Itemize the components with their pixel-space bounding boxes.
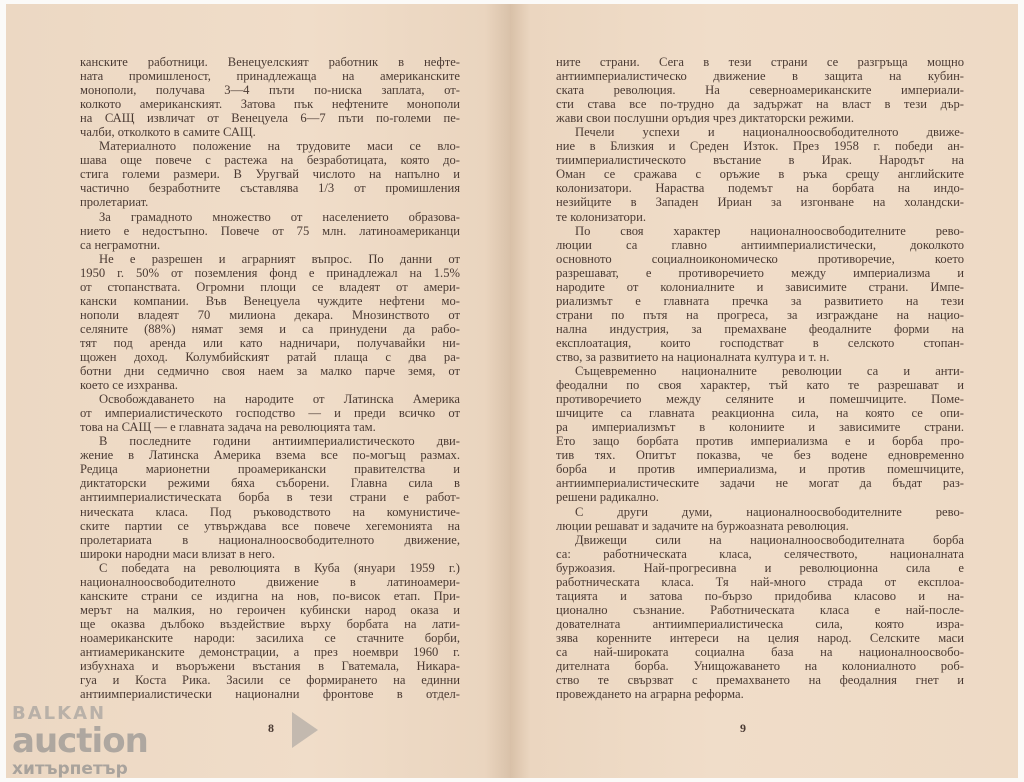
text-line: чалби, отколкото в самите САЩ.: [80, 125, 256, 140]
text-line: кански компании. Във Венецуела чуждите нефтени мо-: [80, 293, 460, 308]
text-line: Материалното положение на трудовите маси се вло-: [99, 139, 460, 154]
text-line: антиимпериалистическите задачи не могат да бъдат раз-: [556, 476, 964, 491]
text-line: тят под аренда или като надничари, получавайки ни-: [80, 335, 460, 350]
text-line: пролетариат.: [80, 195, 149, 210]
text-line: За грамадното множество от населението образова-: [99, 209, 460, 224]
text-line: тив тях. Опитът показва, че без водене едновременно: [556, 448, 964, 463]
right-page: [510, 4, 1018, 778]
text-line: 1950 г. 50% от поземления фонд е принадлежал на 1.5%: [80, 265, 460, 280]
text-line: което се изхранва.: [80, 378, 178, 393]
text-line: Освобождаването на народите от Латинска Америка: [99, 392, 460, 407]
paragraph: [556, 55, 964, 125]
text-line: тацията и затова по-бързо придобива класово и на-: [556, 588, 964, 603]
text-line: С победата на революцията в Куба (януари 1959 г.): [99, 560, 460, 575]
text-line: дователната антиимпериалистическа сила, която изра-: [556, 616, 964, 631]
text-line: жение в Латинска Америка взема все по-могъщ размах.: [80, 448, 460, 463]
paragraph: [556, 125, 964, 223]
left-page: [6, 4, 510, 778]
text-line: феодални по своя характер, тъй като те разрешават и: [556, 378, 964, 393]
text-line: антиимпериалистическата борба в тези страни е работ-: [80, 490, 460, 505]
left-page-text: [80, 55, 460, 701]
text-line: С други думи, националноосвободителните рево-: [575, 504, 964, 519]
text-line: диктаторски режими бяха съборени. Главна сила в: [80, 476, 460, 491]
text-line: По своя характер националноосвободителните рево-: [575, 223, 964, 238]
text-line: националноосвободителното движение в латиноамери-: [80, 574, 460, 589]
watermark-arrow-icon: [292, 712, 318, 748]
text-line: сти става все по-трудно да задържат на власт в тези дър-: [556, 97, 964, 112]
paragraph: [80, 561, 460, 701]
text-line: основното социалноикономическо противоречие, което: [556, 251, 964, 266]
text-line: буржоазия. Най-прогресивна и революционна сила е: [556, 560, 964, 575]
paragraph: [556, 533, 964, 702]
paragraph: [80, 210, 460, 252]
text-line: ще оказва дълбоко въздействие върху борбата на лати-: [80, 616, 460, 631]
text-line: ство, за развитието на националната култура и т. н.: [556, 349, 830, 364]
text-line: колонизатори. Нараства подемът на борбата на индо-: [556, 181, 964, 196]
paragraph: [80, 434, 460, 560]
text-line: това на САЩ — е главната задача на революцията там.: [80, 420, 376, 435]
text-line: риализмът е главната пречка за развитието на тези: [556, 293, 964, 308]
text-line: гуа и Коста Рика. Засили се формирането на единни: [80, 673, 460, 688]
text-line: ноамериканските народи: засилиха се стачните борби,: [80, 630, 460, 645]
text-line: стига големи размери. В Уругвай числото на напълно и: [80, 167, 460, 182]
text-line: Редица марионетни проамерикански правителства и: [80, 462, 460, 477]
text-line: страни по пътя на прогреса, за изграждане на нацио-: [556, 307, 964, 322]
watermark-site: хитърпетър: [12, 759, 128, 779]
text-line: са най-широката социална база на националноосвобо-: [556, 644, 964, 659]
text-line: селяните (88%) нямат земя и са принудени да рабо-: [80, 321, 460, 336]
text-line: монополи, получава 3—4 пъти по-ниска заплата, от-: [80, 83, 460, 98]
text-line: нието е недостъпно. Повече от 75 млн. латиноамериканци: [80, 223, 460, 238]
text-line: зява коренните интереси на целия народ. Селските маси: [556, 630, 964, 645]
text-line: избухнаха и въоръжени въстания в Гватемала, Никара-: [80, 659, 460, 674]
text-line: работническата класа. Тя най-много страда от експлоа-: [556, 574, 964, 589]
text-line: ние в Близкия и Среден Изток. През 1958 г. победи ан-: [556, 139, 964, 154]
paragraph: [80, 139, 460, 209]
text-line: шава още повече с растежа на безработицата, която до-: [80, 153, 460, 168]
text-line: Оман се сражава с оръжие в ръка срещу английските: [556, 167, 964, 182]
text-line: канските работници. Венецуелският работник в нефте-: [80, 55, 460, 69]
text-line: от империалистическото господство — и преди всичко от: [80, 406, 460, 421]
text-line: люции решават и задачите на буржоазната революция.: [556, 518, 849, 533]
paragraph: [80, 252, 460, 392]
page-number: 9: [740, 721, 746, 735]
text-line: провеждането на аграрна реформа.: [556, 687, 744, 702]
text-line: са: работническата класа, селячеството, националната: [556, 546, 964, 561]
text-line: ните страни. Сега в тези страни се разгръща мощно: [556, 55, 964, 69]
text-line: ническата класа. Под ръководството на комунистиче-: [80, 504, 460, 519]
text-line: ната промишленост, принадлежаща на американските: [80, 69, 460, 84]
text-line: частично безработните съставлява 1/3 от промишления: [80, 181, 460, 196]
watermark-auction: auction: [12, 721, 148, 761]
text-line: люции са главно антиимпериалистически, доколкото: [556, 237, 964, 252]
text-line: Ето защо борбата против империализма е и борба про-: [556, 434, 964, 449]
text-line: ра империализмът в колониите и зависимите страни.: [556, 420, 964, 435]
paragraph: [556, 364, 964, 504]
text-line: незийците в Западен Ириан за изгонване на холандски-: [556, 195, 964, 210]
text-line: ство те свързват с премахването на феодалния гнет и: [556, 673, 964, 688]
text-line: противоречието между селяните и помешчиците. Поме-: [556, 392, 964, 407]
text-line: Не е разрешен и аграрният въпрос. По данни от: [99, 251, 460, 266]
text-line: нална индустрия, за премахване феодалните форми на: [556, 321, 964, 336]
text-line: Същевременно националните революции са и анти-: [575, 364, 964, 379]
text-line: Печели успехи и националноосвободителното движе-: [575, 125, 964, 140]
text-line: жави свои послушни оръдия чрез диктаторски режими.: [556, 111, 855, 126]
text-line: канските страни се издигна на нов, по-висок етап. При-: [80, 588, 460, 603]
text-line: от стопанствата. Огромни площи се владеят от амери-: [80, 279, 460, 294]
text-line: на САЩ извличат от Венецуела 6—7 пъти по-големи пе-: [80, 111, 460, 126]
text-line: ботни дни седмично своя наем за малко парче земя, от: [80, 364, 460, 379]
watermark-balkan: BALKAN: [12, 703, 107, 724]
text-line: антиамериканските демонстрации, а през ноември 1960 г.: [80, 644, 460, 659]
text-line: народите от колониалните и зависимите страни. Импе-: [556, 279, 964, 294]
right-page-text: [556, 55, 964, 701]
text-line: решени радикално.: [556, 490, 659, 505]
text-line: те колонизатори.: [556, 209, 646, 224]
paragraph: [80, 392, 460, 434]
text-line: антиимпериалистическо движение в защита на кубин-: [556, 69, 964, 84]
text-line: ската революция. На северноамериканските империали-: [556, 83, 964, 98]
text-line: са неграмотни.: [80, 237, 161, 252]
text-line: борба и против империализма, и против помешчиците,: [556, 462, 964, 477]
text-line: ционално съзнание. Работническата класа е най-после-: [556, 602, 964, 617]
text-line: тиимпериалистическото въстание в Ирак. Народът на: [556, 153, 964, 168]
text-line: В последните години антиимпериалистическото дви-: [99, 434, 460, 449]
text-line: антиимпериалистически национални фронтове в отдел-: [80, 687, 460, 702]
text-line: пролетариата в националноосвободителното движение,: [80, 532, 460, 547]
paragraph: [556, 505, 964, 533]
text-line: дителната борба. Унищожаването на колониалното роб-: [556, 659, 964, 674]
text-line: разрешават, е противоречието между империализма и: [556, 265, 964, 280]
text-line: колкото американският. Затова пък нефтените монополи: [80, 97, 460, 112]
text-line: нополи владеят 70 милиона декара. Мнозинството от: [80, 307, 460, 322]
text-line: ските партии се утвърждава все повече хегемонията на: [80, 518, 460, 533]
text-line: Движещи сили на националноосвободителната борба: [575, 532, 964, 547]
text-line: щожен доход. Колумбийският ратай плаща с два ра-: [80, 349, 460, 364]
page-number: 8: [268, 721, 274, 735]
text-line: експлоатация, които господстват в селското стопан-: [556, 335, 964, 350]
text-line: шчиците са главната реакционна сила, на която се опи-: [556, 406, 964, 421]
paragraph: [80, 55, 460, 139]
text-line: мерът на малкия, но героичен кубински народ оказа и: [80, 602, 460, 617]
text-line: широки народни маси влизат в него.: [80, 546, 275, 561]
paragraph: [556, 224, 964, 364]
